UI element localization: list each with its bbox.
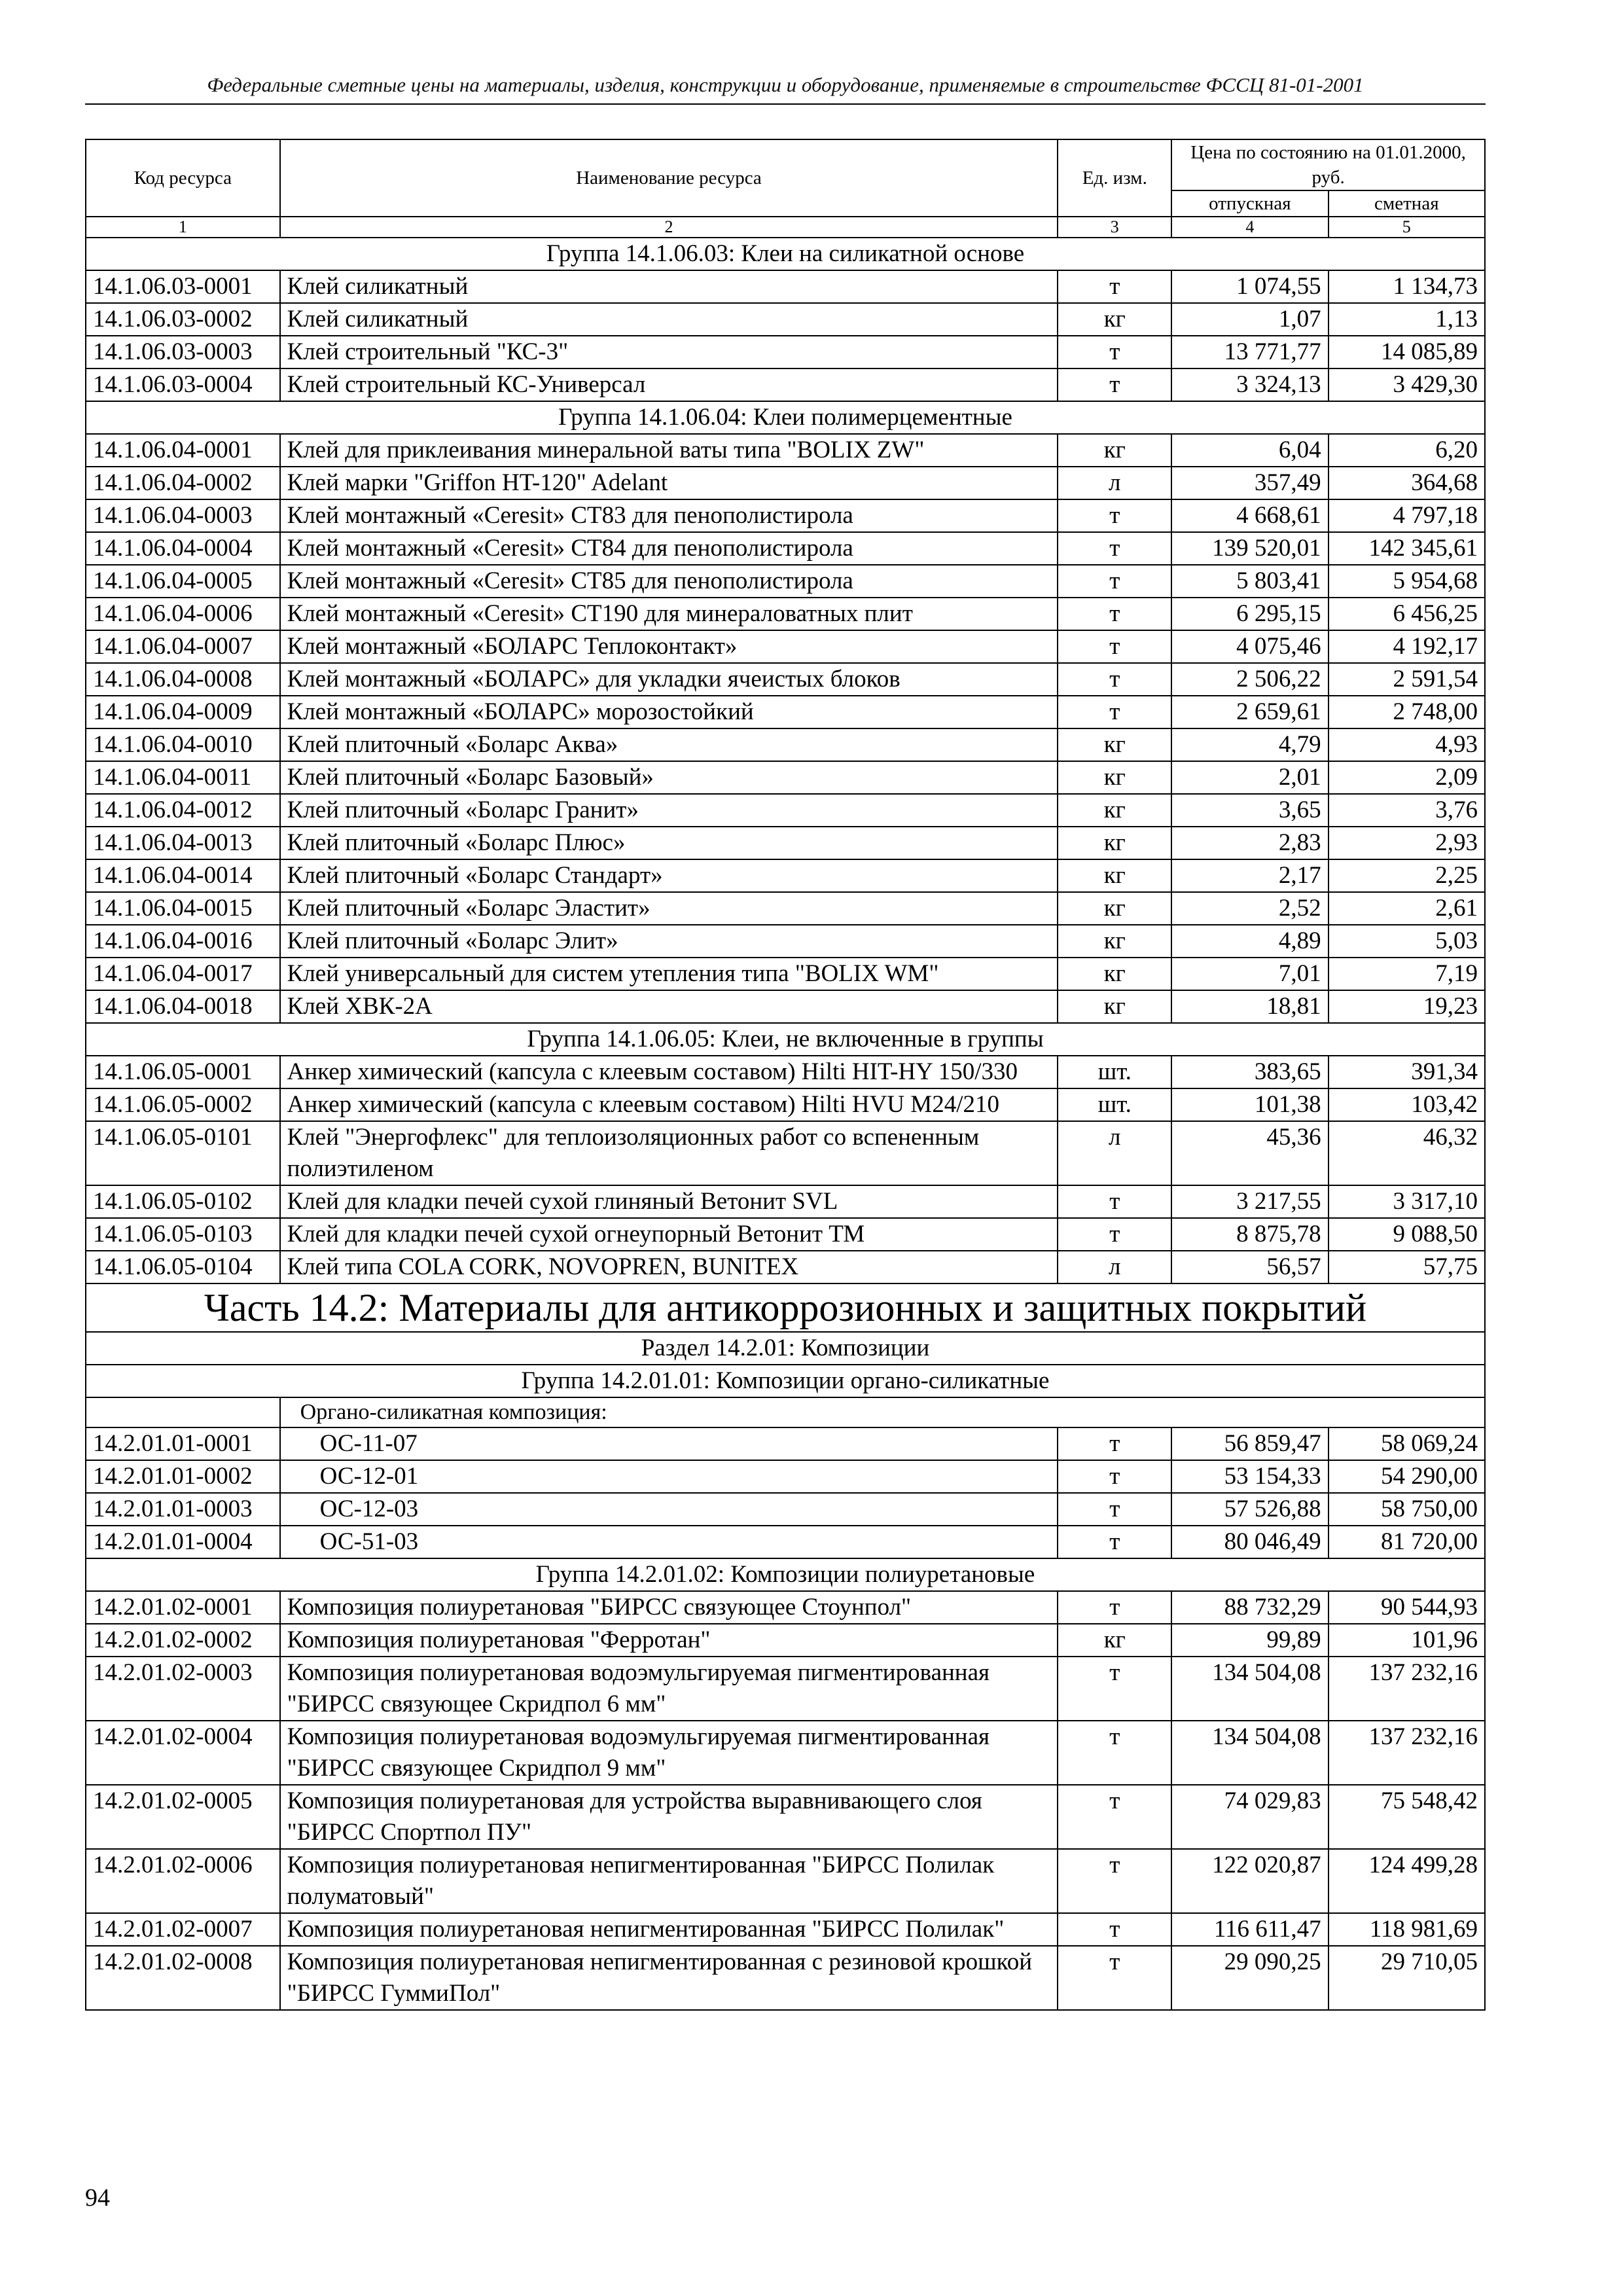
group-heading: Группа 14.1.06.04: Клеи полимерцементные xyxy=(86,401,1485,434)
estimate-price: 58 750,00 xyxy=(1329,1493,1485,1526)
table-row xyxy=(86,1251,1485,1283)
estimate-price: 7,19 xyxy=(1329,958,1485,990)
unit-of-measure: т xyxy=(1058,696,1171,728)
resource-code: 14.1.06.03-0004 xyxy=(86,368,280,401)
resource-name: Композиция полиуретановая непигментированная "БИРСС Полилак" xyxy=(280,1913,1058,1946)
estimate-price: 137 232,16 xyxy=(1329,1721,1485,1785)
resource-name: Клей для приклеивания минеральной ваты типа "BOLIX ZW" xyxy=(280,434,1058,467)
estimate-price: 3,76 xyxy=(1329,794,1485,827)
table-row xyxy=(86,1657,1485,1721)
unit-of-measure: т xyxy=(1058,1849,1171,1913)
release-price: 122 020,87 xyxy=(1171,1849,1328,1913)
table-row xyxy=(86,270,1485,303)
resource-name: Композиция полиуретановая для устройства выравнивающего слоя "БИРСС Спортпол ПУ" xyxy=(280,1785,1058,1849)
estimate-price: 103,42 xyxy=(1329,1088,1485,1121)
estimate-price: 2,93 xyxy=(1329,827,1485,859)
resource-code: 14.1.06.05-0001 xyxy=(86,1056,280,1088)
estimate-price: 1,13 xyxy=(1329,303,1485,336)
estimate-price: 29 710,05 xyxy=(1329,1946,1485,2010)
resource-code: 14.1.06.04-0003 xyxy=(86,499,280,532)
table-row xyxy=(86,1721,1485,1785)
estimate-price: 101,96 xyxy=(1329,1624,1485,1657)
resource-code: 14.1.06.04-0018 xyxy=(86,990,280,1023)
resource-code: 14.1.06.04-0016 xyxy=(86,925,280,958)
table-body xyxy=(86,238,1485,2010)
release-price: 139 520,01 xyxy=(1171,532,1328,565)
estimate-price: 2,09 xyxy=(1329,761,1485,794)
resource-name: Клей монтажный «Ceresit» CT85 для пенополистирола xyxy=(280,565,1058,598)
resource-code: 14.1.06.03-0002 xyxy=(86,303,280,336)
release-price: 2,52 xyxy=(1171,892,1328,925)
unit-of-measure: т xyxy=(1058,368,1171,401)
resource-code: 14.1.06.05-0102 xyxy=(86,1185,280,1218)
resource-name: Клей плиточный «Боларс Стандарт» xyxy=(280,859,1058,892)
resource-code: 14.2.01.01-0003 xyxy=(86,1493,280,1526)
release-price: 18,81 xyxy=(1171,990,1328,1023)
col-release-header: отпускная xyxy=(1171,190,1328,217)
resource-name: Клей монтажный «Ceresit» CT83 для пенополистирола xyxy=(280,499,1058,532)
release-price: 8 875,78 xyxy=(1171,1218,1328,1251)
table-row xyxy=(86,1185,1485,1218)
table-row xyxy=(86,1218,1485,1251)
resource-name: Клей "Энергофлекс" для теплоизоляционных работ со вспененным полиэтиленом xyxy=(280,1121,1058,1185)
table-row xyxy=(86,1785,1485,1849)
unit-of-measure: кг xyxy=(1058,794,1171,827)
unit-of-measure: т xyxy=(1058,1218,1171,1251)
resource-code: 14.1.06.03-0001 xyxy=(86,270,280,303)
release-price: 2 506,22 xyxy=(1171,663,1328,696)
table-row xyxy=(86,827,1485,859)
resource-name: Клей строительный КС-Универсал xyxy=(280,368,1058,401)
estimate-price: 137 232,16 xyxy=(1329,1657,1485,1721)
unit-of-measure: т xyxy=(1058,1657,1171,1721)
unit-of-measure: кг xyxy=(1058,761,1171,794)
resource-code: 14.1.06.04-0013 xyxy=(86,827,280,859)
estimate-price: 3 317,10 xyxy=(1329,1185,1485,1218)
resource-name: Клей плиточный «Боларс Базовый» xyxy=(280,761,1058,794)
unit-of-measure: т xyxy=(1058,565,1171,598)
table-row xyxy=(86,1591,1485,1624)
resource-name: Клей плиточный «Боларс Элит» xyxy=(280,925,1058,958)
col-price-header: Цена по состоянию на 01.01.2000, руб. xyxy=(1171,139,1485,190)
estimate-price: 364,68 xyxy=(1329,467,1485,499)
estimate-price: 124 499,28 xyxy=(1329,1849,1485,1913)
resource-code: 14.1.06.05-0104 xyxy=(86,1251,280,1283)
estimate-price: 2,25 xyxy=(1329,859,1485,892)
release-price: 3,65 xyxy=(1171,794,1328,827)
estimate-price: 4,93 xyxy=(1329,728,1485,761)
release-price: 7,01 xyxy=(1171,958,1328,990)
estimate-price: 5,03 xyxy=(1329,925,1485,958)
release-price: 53 154,33 xyxy=(1171,1460,1328,1493)
col-number: 2 xyxy=(280,217,1058,238)
release-price: 3 217,55 xyxy=(1171,1185,1328,1218)
unit-of-measure: кг xyxy=(1058,303,1171,336)
resource-name: Клей силикатный xyxy=(280,270,1058,303)
unit-of-measure: т xyxy=(1058,499,1171,532)
resource-code: 14.1.06.04-0007 xyxy=(86,630,280,663)
resource-code: 14.2.01.02-0007 xyxy=(86,1913,280,1946)
estimate-price: 4 797,18 xyxy=(1329,499,1485,532)
resource-code: 14.1.06.04-0017 xyxy=(86,958,280,990)
release-price: 2 659,61 xyxy=(1171,696,1328,728)
table-row xyxy=(86,1460,1485,1493)
running-header: Федеральные сметные цены на материалы, изделия, конструкции и оборудование, применяемые в строительстве ФССЦ 81-01-2001 xyxy=(207,73,1364,96)
estimate-price: 2 748,00 xyxy=(1329,696,1485,728)
resource-name: Клей для кладки печей сухой огнеупорный Ветонит ТМ xyxy=(280,1218,1058,1251)
resource-name: Клей марки "Griffon HT-120" Adelant xyxy=(280,467,1058,499)
part-heading-row xyxy=(86,1283,1485,1332)
note-row xyxy=(86,1397,1485,1427)
unit-of-measure: т xyxy=(1058,1721,1171,1785)
unit-of-measure: кг xyxy=(1058,827,1171,859)
estimate-price: 142 345,61 xyxy=(1329,532,1485,565)
resource-code: 14.1.06.04-0005 xyxy=(86,565,280,598)
subgroup-note: Органо-силикатная композиция: xyxy=(280,1397,1485,1427)
unit-of-measure: кг xyxy=(1058,958,1171,990)
group-heading-row xyxy=(86,1558,1485,1591)
unit-of-measure: л xyxy=(1058,467,1171,499)
group-heading: Группа 14.1.06.03: Клеи на силикатной основе xyxy=(86,238,1485,270)
group-heading: Группа 14.2.01.02: Композиции полиуретановые xyxy=(86,1558,1485,1591)
release-price: 99,89 xyxy=(1171,1624,1328,1657)
estimate-price: 19,23 xyxy=(1329,990,1485,1023)
estimate-price: 2,61 xyxy=(1329,892,1485,925)
resource-code: 14.1.06.04-0002 xyxy=(86,467,280,499)
table-head-row xyxy=(86,139,1485,190)
unit-of-measure: т xyxy=(1058,532,1171,565)
resource-code: 14.2.01.02-0008 xyxy=(86,1946,280,2010)
release-price: 13 771,77 xyxy=(1171,336,1328,368)
col-number: 3 xyxy=(1058,217,1171,238)
estimate-price: 57,75 xyxy=(1329,1251,1485,1283)
col-unit-header: Ед. изм. xyxy=(1058,139,1171,217)
resource-name: Клей монтажный «БОЛАРС Теплоконтакт» xyxy=(280,630,1058,663)
resource-name: Композиция полиуретановая непигментированная с резиновой крошкой "БИРСС ГуммиПол" xyxy=(280,1946,1058,2010)
resource-code: 14.1.06.05-0101 xyxy=(86,1121,280,1185)
page-number: 94 xyxy=(85,2184,110,2212)
section-heading-row xyxy=(86,1332,1485,1365)
resource-code: 14.2.01.02-0005 xyxy=(86,1785,280,1849)
release-price: 101,38 xyxy=(1171,1088,1328,1121)
resource-name: Клей плиточный «Боларс Аква» xyxy=(280,728,1058,761)
resource-name: Клей силикатный xyxy=(280,303,1058,336)
price-table xyxy=(85,139,1486,2011)
resource-name: Клей монтажный «Ceresit» CT190 для минераловатных плит xyxy=(280,598,1058,630)
resource-name: Клей монтажный «БОЛАРС» для укладки ячеистых блоков xyxy=(280,663,1058,696)
release-price: 116 611,47 xyxy=(1171,1913,1328,1946)
release-price: 2,83 xyxy=(1171,827,1328,859)
resource-name: ОС-11-07 xyxy=(280,1427,1058,1460)
release-price: 4 075,46 xyxy=(1171,630,1328,663)
release-price: 45,36 xyxy=(1171,1121,1328,1185)
release-price: 88 732,29 xyxy=(1171,1591,1328,1624)
unit-of-measure: т xyxy=(1058,630,1171,663)
estimate-price: 58 069,24 xyxy=(1329,1427,1485,1460)
release-price: 1 074,55 xyxy=(1171,270,1328,303)
release-price: 4,79 xyxy=(1171,728,1328,761)
resource-name: Композиция полиуретановая "БИРСС связующее Стоунпол" xyxy=(280,1591,1058,1624)
section-heading: Раздел 14.2.01: Композиции xyxy=(86,1332,1485,1365)
table-row xyxy=(86,434,1485,467)
unit-of-measure: шт. xyxy=(1058,1088,1171,1121)
unit-of-measure: т xyxy=(1058,1427,1171,1460)
table-row xyxy=(86,794,1485,827)
estimate-price: 14 085,89 xyxy=(1329,336,1485,368)
col-number: 4 xyxy=(1171,217,1328,238)
release-price: 80 046,49 xyxy=(1171,1526,1328,1558)
estimate-price: 75 548,42 xyxy=(1329,1785,1485,1849)
unit-of-measure: т xyxy=(1058,270,1171,303)
unit-of-measure: т xyxy=(1058,663,1171,696)
estimate-price: 5 954,68 xyxy=(1329,565,1485,598)
resource-code: 14.2.01.01-0002 xyxy=(86,1460,280,1493)
table-row xyxy=(86,728,1485,761)
table-row xyxy=(86,1624,1485,1657)
resource-code: 14.1.06.04-0014 xyxy=(86,859,280,892)
unit-of-measure: т xyxy=(1058,1913,1171,1946)
table-row xyxy=(86,663,1485,696)
release-price: 357,49 xyxy=(1171,467,1328,499)
resource-code: 14.1.06.04-0011 xyxy=(86,761,280,794)
resource-name: ОС-51-03 xyxy=(280,1526,1058,1558)
empty-cell xyxy=(86,1397,280,1427)
release-price: 4 668,61 xyxy=(1171,499,1328,532)
unit-of-measure: л xyxy=(1058,1121,1171,1185)
col-name-header: Наименование ресурса xyxy=(280,139,1058,217)
table-row xyxy=(86,958,1485,990)
table-row xyxy=(86,1088,1485,1121)
table-row xyxy=(86,630,1485,663)
resource-name: ОС-12-03 xyxy=(280,1493,1058,1526)
table-row xyxy=(86,990,1485,1023)
release-price: 56 859,47 xyxy=(1171,1427,1328,1460)
table-row xyxy=(86,859,1485,892)
unit-of-measure: т xyxy=(1058,1185,1171,1218)
resource-name: Композиция полиуретановая водоэмульгируемая пигментированная "БИРСС связующее Скридпол 6 мм" xyxy=(280,1657,1058,1721)
resource-code: 14.2.01.02-0002 xyxy=(86,1624,280,1657)
col-number: 1 xyxy=(86,217,280,238)
resource-code: 14.2.01.02-0006 xyxy=(86,1849,280,1913)
resource-code: 14.1.06.05-0103 xyxy=(86,1218,280,1251)
estimate-price: 81 720,00 xyxy=(1329,1526,1485,1558)
resource-code: 14.1.06.04-0001 xyxy=(86,434,280,467)
resource-name: Клей монтажный «Ceresit» CT84 для пенополистирола xyxy=(280,532,1058,565)
table-row xyxy=(86,1913,1485,1946)
resource-name: ОС-12-01 xyxy=(280,1460,1058,1493)
resource-code: 14.1.06.04-0009 xyxy=(86,696,280,728)
release-price: 134 504,08 xyxy=(1171,1721,1328,1785)
table-row xyxy=(86,1121,1485,1185)
release-price: 29 090,25 xyxy=(1171,1946,1328,2010)
estimate-price: 2 591,54 xyxy=(1329,663,1485,696)
resource-name: Клей монтажный «БОЛАРС» морозостойкий xyxy=(280,696,1058,728)
table-row xyxy=(86,925,1485,958)
resource-name: Клей ХВК-2А xyxy=(280,990,1058,1023)
table-row xyxy=(86,696,1485,728)
resource-code: 14.1.06.05-0002 xyxy=(86,1088,280,1121)
estimate-price: 54 290,00 xyxy=(1329,1460,1485,1493)
col-code-header: Код ресурса xyxy=(86,139,280,217)
resource-name: Клей плиточный «Боларс Эластит» xyxy=(280,892,1058,925)
resource-code: 14.2.01.01-0001 xyxy=(86,1427,280,1460)
group-heading-row xyxy=(86,238,1485,270)
resource-name: Клей типа COLA CORK, NOVOPREN, BUNITEX xyxy=(280,1251,1058,1283)
resource-name: Анкер химический (капсула с клеевым составом) Hilti HIT-HY 150/330 xyxy=(280,1056,1058,1088)
resource-code: 14.1.06.04-0006 xyxy=(86,598,280,630)
release-price: 2,01 xyxy=(1171,761,1328,794)
table-row xyxy=(86,1427,1485,1460)
estimate-price: 46,32 xyxy=(1329,1121,1485,1185)
table-row xyxy=(86,336,1485,368)
table-row xyxy=(86,303,1485,336)
resource-code: 14.2.01.01-0004 xyxy=(86,1526,280,1558)
table-row xyxy=(86,1056,1485,1088)
group-heading: Группа 14.2.01.01: Композиции органо-силикатные xyxy=(86,1365,1485,1397)
group-heading-row xyxy=(86,1365,1485,1397)
group-heading-row xyxy=(86,401,1485,434)
release-price: 3 324,13 xyxy=(1171,368,1328,401)
unit-of-measure: т xyxy=(1058,1946,1171,2010)
table-row xyxy=(86,565,1485,598)
col-number: 5 xyxy=(1329,217,1485,238)
estimate-price: 90 544,93 xyxy=(1329,1591,1485,1624)
resource-code: 14.1.06.03-0003 xyxy=(86,336,280,368)
resource-name: Клей плиточный «Боларс Плюс» xyxy=(280,827,1058,859)
release-price: 6 295,15 xyxy=(1171,598,1328,630)
table-row xyxy=(86,532,1485,565)
unit-of-measure: т xyxy=(1058,598,1171,630)
unit-of-measure: т xyxy=(1058,336,1171,368)
release-price: 74 029,83 xyxy=(1171,1785,1328,1849)
resource-code: 14.2.01.02-0003 xyxy=(86,1657,280,1721)
part-heading: Часть 14.2: Материалы для антикоррозионных и защитных покрытий xyxy=(86,1283,1485,1332)
estimate-price: 6 456,25 xyxy=(1329,598,1485,630)
table-row xyxy=(86,892,1485,925)
estimate-price: 391,34 xyxy=(1329,1056,1485,1088)
estimate-price: 3 429,30 xyxy=(1329,368,1485,401)
release-price: 56,57 xyxy=(1171,1251,1328,1283)
resource-code: 14.1.06.04-0008 xyxy=(86,663,280,696)
table-row xyxy=(86,368,1485,401)
resource-name: Композиция полиуретановая "Ферротан" xyxy=(280,1624,1058,1657)
unit-of-measure: т xyxy=(1058,1493,1171,1526)
resource-code: 14.1.06.04-0012 xyxy=(86,794,280,827)
resource-code: 14.1.06.04-0015 xyxy=(86,892,280,925)
release-price: 134 504,08 xyxy=(1171,1657,1328,1721)
unit-of-measure: т xyxy=(1058,1460,1171,1493)
estimate-price: 9 088,50 xyxy=(1329,1218,1485,1251)
resource-name: Клей строительный "КС-3" xyxy=(280,336,1058,368)
unit-of-measure: кг xyxy=(1058,1624,1171,1657)
release-price: 1,07 xyxy=(1171,303,1328,336)
unit-of-measure: кг xyxy=(1058,925,1171,958)
resource-code: 14.1.06.04-0010 xyxy=(86,728,280,761)
estimate-price: 4 192,17 xyxy=(1329,630,1485,663)
table-row xyxy=(86,1849,1485,1913)
unit-of-measure: т xyxy=(1058,1785,1171,1849)
release-price: 2,17 xyxy=(1171,859,1328,892)
resource-name: Композиция полиуретановая водоэмульгируемая пигментированная "БИРСС связующее Скридпол 9 мм" xyxy=(280,1721,1058,1785)
estimate-price: 1 134,73 xyxy=(1329,270,1485,303)
column-number-row xyxy=(86,217,1485,238)
release-price: 6,04 xyxy=(1171,434,1328,467)
unit-of-measure: шт. xyxy=(1058,1056,1171,1088)
resource-code: 14.2.01.02-0004 xyxy=(86,1721,280,1785)
resource-code: 14.2.01.02-0001 xyxy=(86,1591,280,1624)
unit-of-measure: кг xyxy=(1058,434,1171,467)
table-row xyxy=(86,467,1485,499)
table-row xyxy=(86,1946,1485,2010)
unit-of-measure: кг xyxy=(1058,728,1171,761)
release-price: 57 526,88 xyxy=(1171,1493,1328,1526)
table-row xyxy=(86,761,1485,794)
resource-name: Клей для кладки печей сухой глиняный Ветонит SVL xyxy=(280,1185,1058,1218)
resource-name: Композиция полиуретановая непигментированная "БИРСС Полилак полуматовый" xyxy=(280,1849,1058,1913)
unit-of-measure: кг xyxy=(1058,892,1171,925)
estimate-price: 118 981,69 xyxy=(1329,1913,1485,1946)
group-heading-row xyxy=(86,1023,1485,1056)
resource-name: Клей универсальный для систем утепления типа "BOLIX WM" xyxy=(280,958,1058,990)
resource-name: Анкер химический (капсула с клеевым составом) Hilti HVU M24/210 xyxy=(280,1088,1058,1121)
resource-code: 14.1.06.04-0004 xyxy=(86,532,280,565)
table-row xyxy=(86,598,1485,630)
release-price: 4,89 xyxy=(1171,925,1328,958)
unit-of-measure: т xyxy=(1058,1591,1171,1624)
resource-name: Клей плиточный «Боларс Гранит» xyxy=(280,794,1058,827)
header-rule xyxy=(85,103,1486,105)
group-heading: Группа 14.1.06.05: Клеи, не включенные в группы xyxy=(86,1023,1485,1056)
release-price: 383,65 xyxy=(1171,1056,1328,1088)
unit-of-measure: кг xyxy=(1058,990,1171,1023)
unit-of-measure: л xyxy=(1058,1251,1171,1283)
table-row xyxy=(86,1526,1485,1558)
col-estimate-header: сметная xyxy=(1329,190,1485,217)
estimate-price: 6,20 xyxy=(1329,434,1485,467)
unit-of-measure: т xyxy=(1058,1526,1171,1558)
release-price: 5 803,41 xyxy=(1171,565,1328,598)
unit-of-measure: кг xyxy=(1058,859,1171,892)
table-row xyxy=(86,499,1485,532)
table-row xyxy=(86,1493,1485,1526)
